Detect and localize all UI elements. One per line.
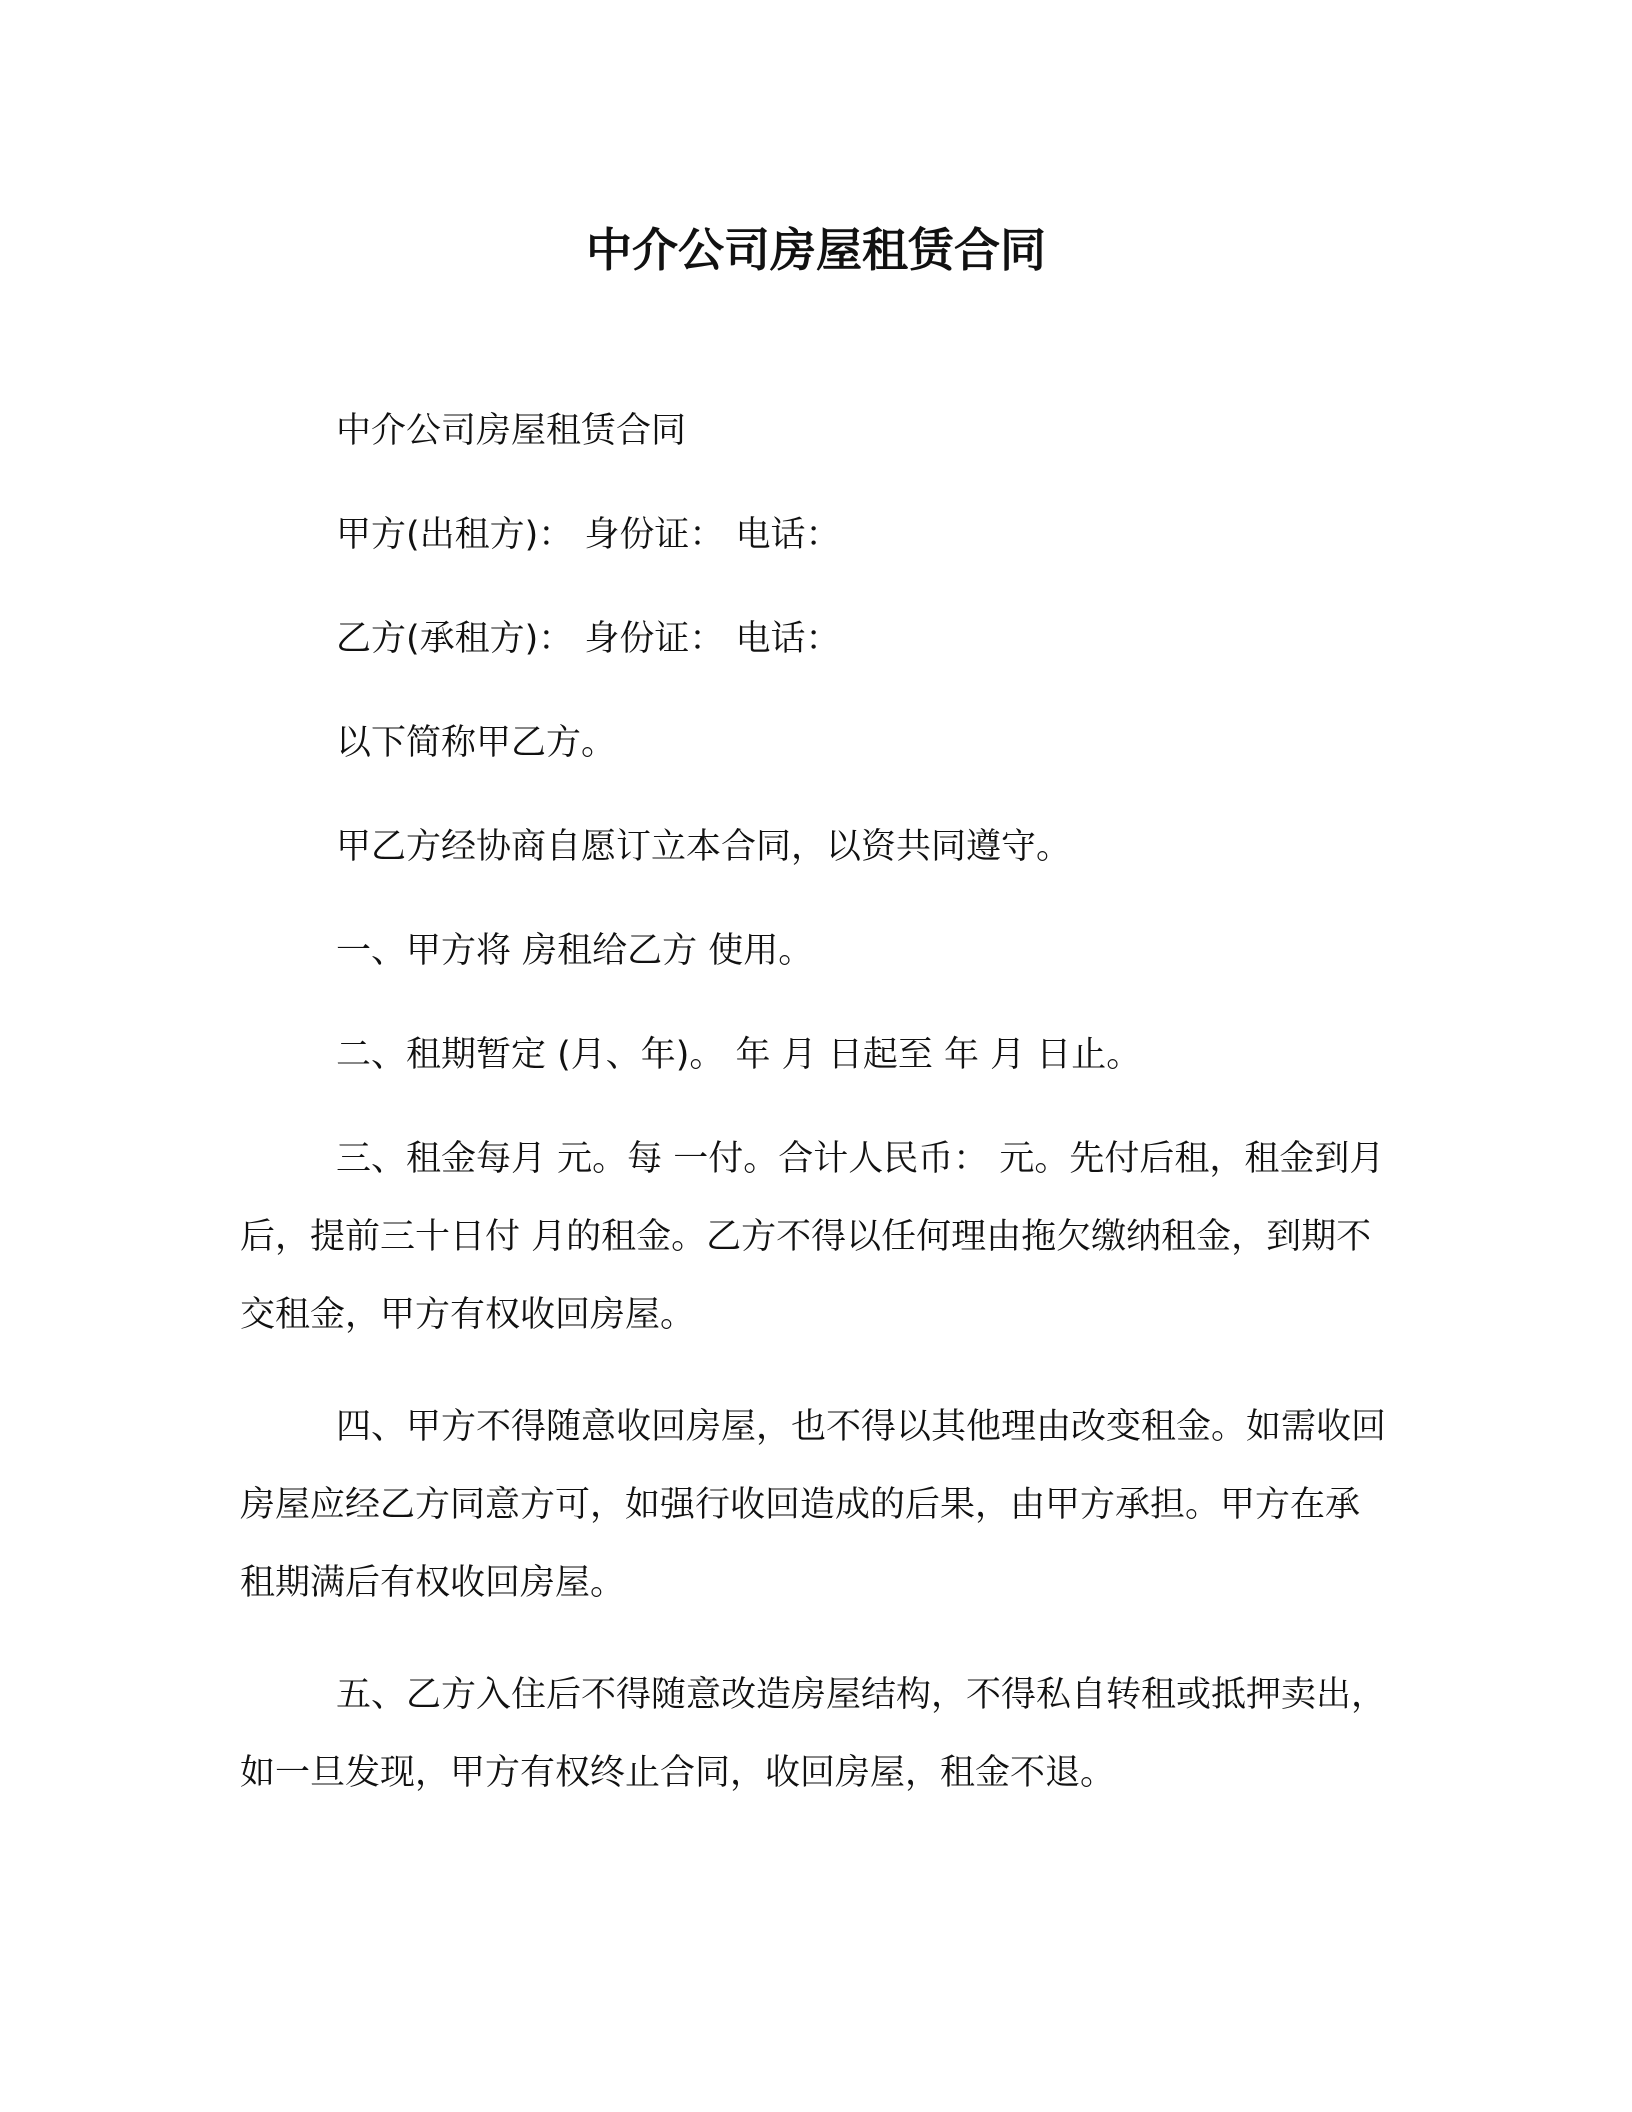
paragraph-abbreviation: 以下简称甲乙方。 xyxy=(336,723,617,763)
document-body xyxy=(240,392,1390,1838)
paragraph-clause-1: 一、甲方将 房租给乙方 使用。 xyxy=(336,931,814,971)
paragraph-clause-4: 四、甲方不得随意收回房屋，也不得以其他理由改变租金。如需收回房屋应经乙方同意方可，如强行收回造成的后果，由甲方承担。甲方在承租期满后有权收回房屋。 xyxy=(240,1407,1387,1603)
paragraph-clause-5: 五、乙方入住后不得随意改造房屋结构，不得私自转租或抵押卖出，如一旦发现，甲方有权终止合同，收回房屋，租金不退。 xyxy=(240,1675,1387,1793)
paragraph-clause-2: 二、租期暂定 (月、年)。 年 月 日起至 年 月 日止。 xyxy=(336,1035,1142,1075)
paragraph-clause-3: 三、租金每月 元。每 一付。合计人民币： 元。先付后租，租金到月后，提前三十日付 月的租金。乙方不得以任何理由拖欠缴纳租金，到期不交租金，甲方有权收回房屋。 xyxy=(240,1139,1385,1335)
paragraph-agreement: 甲乙方经协商自愿订立本合同，以资共同遵守。 xyxy=(336,827,1072,867)
paragraph-subtitle: 中介公司房屋租赁合同 xyxy=(336,411,687,451)
paragraph-party-a: 甲方(出租方)： 身份证： 电话： xyxy=(336,515,841,555)
document-title: 中介公司房屋租赁合同 xyxy=(586,223,1046,277)
paragraph-party-b: 乙方(承租方)： 身份证： 电话： xyxy=(336,619,841,659)
